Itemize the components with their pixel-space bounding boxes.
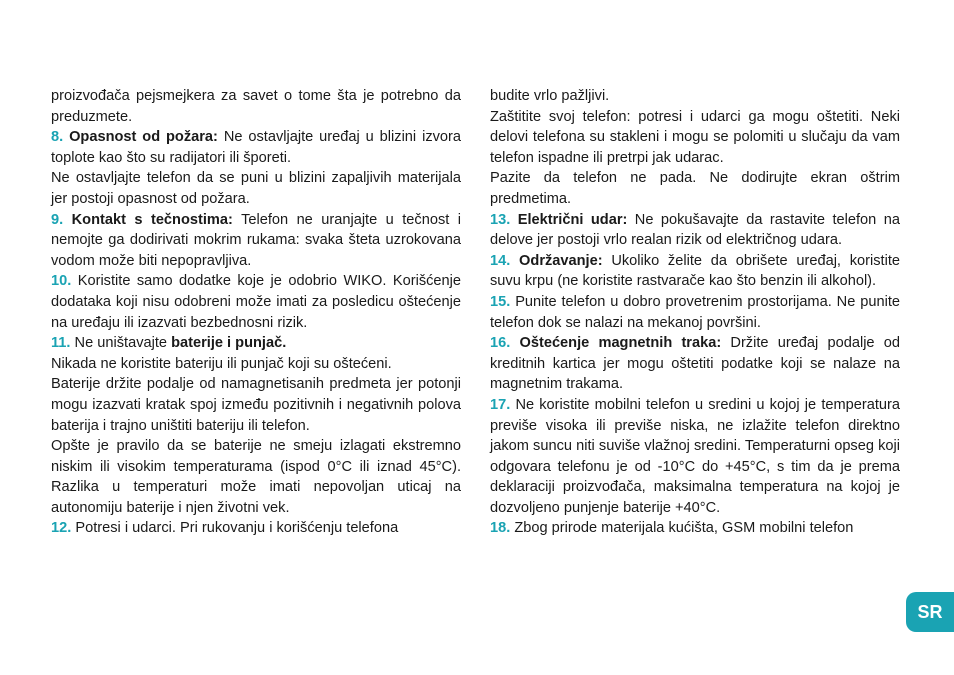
- paragraph-text: proizvođača pejsmejkera za savet o tome šta je potrebno da preduzmete.: [51, 88, 461, 125]
- paragraph-text: Zbog prirode materijala kućišta, GSM mobilni telefon: [514, 520, 854, 537]
- paragraph-text: Ne ostavljajte telefon da se puni u blizini zapaljivih materijala jer postoji opasnost od požara.: [51, 170, 461, 207]
- section-number: 10.: [51, 273, 72, 290]
- section-title: Oštećenje magnetnih traka:: [519, 335, 722, 352]
- paragraph-text: Držite uređaj podalje od kreditnih kartica jer mogu oštetiti podatke koji se nalaze na magnetnim trakama.: [490, 335, 900, 393]
- right-column: [490, 86, 900, 539]
- paragraph-text: Ne pokušavajte da rastavite telefon na delove jer postoji vrlo realan rizik od električnog udara.: [490, 211, 900, 249]
- paragraph: [51, 333, 461, 354]
- left-column: [51, 86, 461, 539]
- paragraph: [490, 86, 900, 107]
- paragraph-text: Pazite da telefon ne pada. Ne dodirujte ekran oštrim predmetima.: [490, 170, 900, 207]
- section-number: 11.: [51, 335, 71, 352]
- paragraph-text: Ne koristite mobilni telefon u sredini u kojoj je temperatura previše visoka ili previše niska, ne izlažite telefon direktno jakom suncu niti suviše vlažnoj sredini. Temperaturni opseg koji odgovara telefonu je od -10°C do +45°C, s tim da je prema deklaraciji proizvođača, maksimalna temperatura na kojoj je dozvoljeno punjenje baterije +40°C.: [490, 396, 900, 516]
- section-number: 13.: [490, 211, 511, 228]
- section-number: 14.: [490, 252, 511, 269]
- paragraph: [51, 210, 461, 272]
- paragraph-text: Punite telefon u dobro provetrenim prostorijama. Ne punite telefon dok se nalazi na mekanoj površini.: [490, 293, 900, 331]
- section-title: Kontakt s tečnostima:: [71, 211, 233, 228]
- section-number: 8.: [51, 129, 64, 146]
- section-title: Opasnost od požara:: [69, 129, 218, 146]
- paragraph: [51, 168, 461, 209]
- paragraph: [490, 395, 900, 519]
- section-title: Održavanje:: [519, 252, 603, 269]
- paragraph-text: budite vrlo pažljivi.: [490, 88, 610, 104]
- paragraph-text: Koristite samo dodatke koje je odobrio WIKO. Korišćenje dodataka koji nisu odobreni može imati za posledicu oštećenje na uređaju ili izazvati bezbednosni rizik.: [51, 273, 461, 331]
- section-number: 18.: [490, 520, 511, 537]
- paragraph: [51, 518, 461, 539]
- paragraph: [490, 168, 900, 209]
- paragraph-text: Ne uništavajte: [74, 335, 168, 352]
- section-title: baterije i punjač.: [171, 335, 287, 352]
- paragraph: [490, 292, 900, 333]
- paragraph-text: Ne ostavljajte uređaj u blizini izvora toplote kao što su radijatori ili šporeti.: [51, 129, 461, 166]
- paragraph: [490, 333, 900, 395]
- paragraph-text: Zaštitite svoj telefon: potresi i udarci ga mogu oštetiti. Neki delovi telefona su stakleni i mogu se polomiti u slučaju da vam telefon ispadne ili pretrpi jak udarac.: [490, 108, 900, 166]
- paragraph: [51, 436, 461, 518]
- paragraph-text: Nikada ne koristite bateriju ili punjač koji su oštećeni.: [51, 355, 392, 372]
- paragraph: [490, 251, 900, 292]
- paragraph-text: Potresi i udarci. Pri rukovanju i korišćenju telefona: [75, 520, 399, 537]
- paragraph: [490, 107, 900, 169]
- paragraph: [51, 271, 461, 333]
- paragraph: [51, 127, 461, 168]
- paragraph-text: Opšte je pravilo da se baterije ne smeju izlagati ekstremno niskim ili visokim temperaturama (ispod 0°C ili iznad 45°C). Razlika u temperaturi može imati nepovoljan uticaj na autonomiju baterije i njen životni vek.: [51, 438, 461, 516]
- section-title: Električni udar:: [517, 211, 628, 228]
- section-number: 17.: [490, 396, 511, 413]
- paragraph: [490, 518, 900, 539]
- paragraph: [51, 354, 461, 375]
- section-number: 16.: [490, 335, 511, 352]
- paragraph-text: Ukoliko želite da obrišete uređaj, koristite suvu krpu (ne koristite rastvarače kao što benzin ili alkohol).: [490, 252, 901, 290]
- paragraph-text: Telefon ne uranjajte u tečnost i nemojte ga dodirivati mokrim rukama: svaka šteta uzrokovana vodom može biti nepopravljiva.: [51, 211, 461, 269]
- paragraph: [51, 86, 461, 127]
- paragraph-text: Baterije držite podalje od namagnetisanih predmeta jer potonji mogu izazvati kratak spoj između pozitivnih i negativnih polova baterija i trajno uništiti bateriju ili telefon.: [51, 376, 461, 434]
- paragraph: [490, 210, 900, 251]
- language-tab-sr: SR: [906, 592, 954, 632]
- section-number: 9.: [51, 211, 64, 228]
- section-number: 12.: [51, 520, 72, 537]
- paragraph: [51, 374, 461, 436]
- section-number: 15.: [490, 293, 511, 310]
